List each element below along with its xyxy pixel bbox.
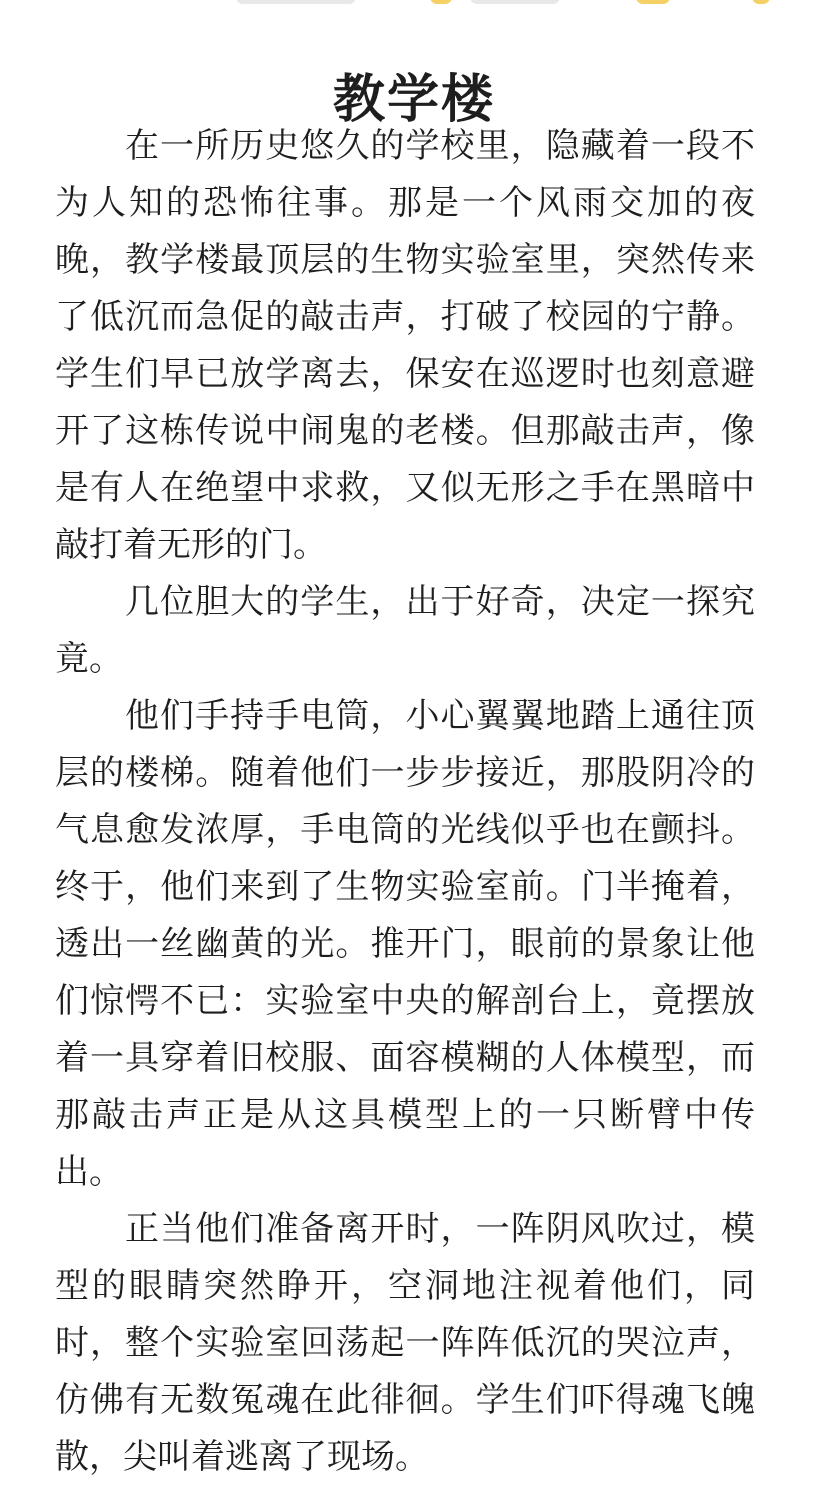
cropped-emoji-fragment bbox=[636, 0, 670, 4]
paragraph: 他们手持手电筒，小心翼翼地踏上通往顶层的楼梯。随着他们一步步接近，那股阴冷的气息愈发浓厚，手电筒的光线似乎也在颤抖。终于，他们来到了生物实验室前。门半掩着，透出一丝幽黄的光。推开门，眼前的景象让他们惊愕不已：实验室中央的解剖台上，竟摆放着一具穿着旧校服、面容模糊的人体模型，而那敲击声正是从这具模型上的一只断臂中传出。 bbox=[55, 696, 755, 1192]
page-title: 教学楼 bbox=[332, 69, 495, 130]
article-body bbox=[55, 118, 755, 1486]
paragraph: 几位胆大的学生，出于好奇，决定一探究竟。 bbox=[55, 582, 755, 679]
cropped-top-strip bbox=[0, 0, 828, 8]
cropped-text-fragment bbox=[470, 0, 560, 4]
cropped-emoji-fragment bbox=[752, 0, 770, 4]
paragraph: 在一所历史悠久的学校里，隐藏着一段不为人知的恐怖往事。那是一个风雨交加的夜晚，教学楼最顶层的生物实验室里，突然传来了低沉而急促的敲击声，打破了校园的宁静。学生们早已放学离去，保安在巡逻时也刻意避开了这栋传说中闹鬼的老楼。但那敲击声，像是有人在绝望中求救，又似无形之手在黑暗中敲打着无形的门。 bbox=[55, 126, 755, 565]
cropped-emoji-fragment bbox=[430, 0, 452, 4]
cropped-text-fragment bbox=[236, 0, 356, 4]
paragraph: 正当他们准备离开时，一阵阴风吹过，模型的眼睛突然睁开，空洞地注视着他们，同时，整个实验室回荡起一阵阵低沉的哭泣声，仿佛有无数冤魂在此徘徊。学生们吓得魂飞魄散，尖叫着逃离了现场。 bbox=[55, 1209, 755, 1477]
